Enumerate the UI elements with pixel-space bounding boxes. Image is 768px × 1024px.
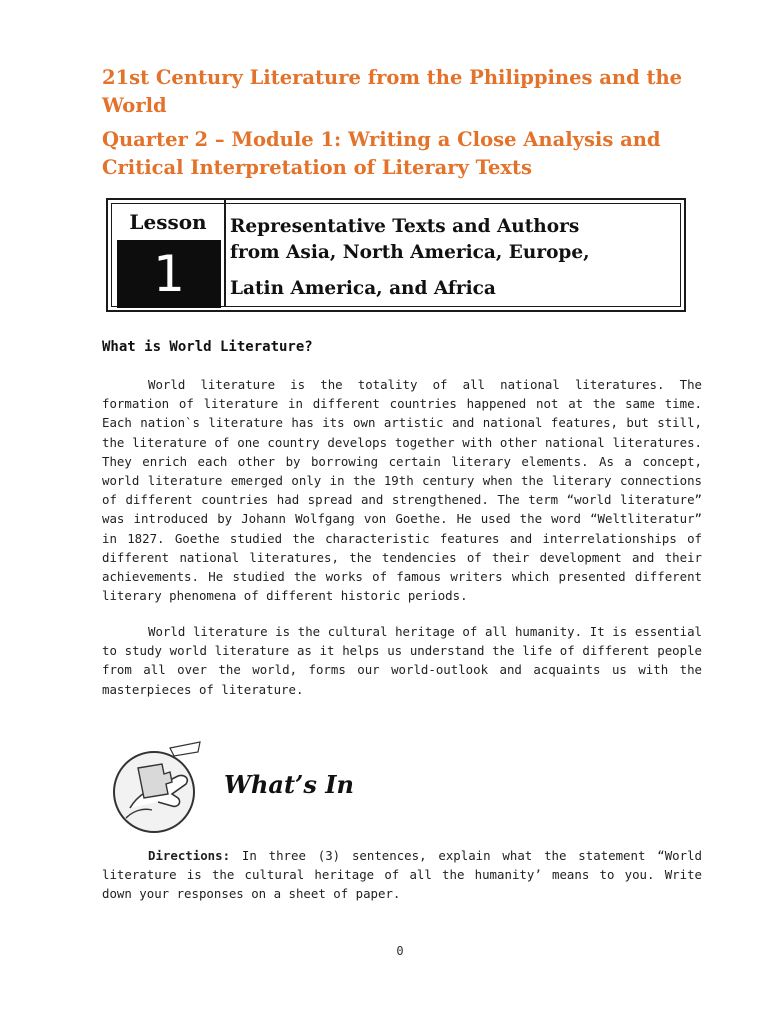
whats-in-title: What’s In bbox=[224, 770, 354, 799]
lesson-title bbox=[230, 214, 670, 302]
section-heading: What is World Literature? bbox=[102, 339, 313, 355]
lesson-title-line-3: Latin America, and Africa bbox=[230, 278, 496, 299]
course-title: 21st Century Literature from the Philippines and the World bbox=[102, 66, 683, 117]
lesson-title-line-1: Representative Texts and Authors bbox=[230, 216, 580, 237]
module-subtitle: Quarter 2 – Module 1: Writing a Close Analysis and Critical Interpretation of Literary Texts bbox=[102, 128, 661, 179]
hand-puzzle-icon bbox=[108, 738, 204, 838]
paragraph-2: World literature is the cultural heritage of all humanity. It is essential to study world literature as it helps us understand the life of different people from all over the world, forms our world-outlook and acquaints us with the masterpieces of literature. bbox=[102, 624, 702, 697]
lesson-divider bbox=[224, 200, 226, 307]
lesson-number-box bbox=[117, 240, 221, 308]
directions-text: In three (3) sentences, explain what the statement “World literature is the cultural heritage of all the humanity’ means to you. Write down your responses on a sheet of paper. bbox=[102, 848, 702, 902]
directions bbox=[102, 846, 702, 904]
lesson-label: Lesson bbox=[129, 210, 207, 234]
lesson-banner bbox=[106, 198, 686, 312]
title-block bbox=[102, 64, 722, 182]
paragraph-1: World literature is the totality of all national literatures. The formation of literature in different countries happened not at the same time. Each nation`s literature has its own artistic and national features, but still, the literature of one country develops together with other national literatures. They enrich each other by borrowing certain literary elements. As a concept, world literature emerged only in the 19th century when the literary connections of different countries had spread and strengthened. The term “world literature” was introduced by Johann Wolfgang von Goethe. He used the word “Weltliteratur” in 1827. Goethe studied the characteristic features and interrelationships of different national literatures, the tendencies of their development and their achievements. He studied the works of famous writers which presented different literary phenomena of different historic periods. bbox=[102, 377, 702, 604]
lesson-badge bbox=[114, 206, 222, 305]
directions-label: Directions: bbox=[148, 848, 231, 863]
lesson-title-line-2: from Asia, North America, Europe, bbox=[230, 242, 590, 263]
lesson-number: 1 bbox=[153, 245, 185, 303]
page-number: 0 bbox=[396, 944, 404, 958]
